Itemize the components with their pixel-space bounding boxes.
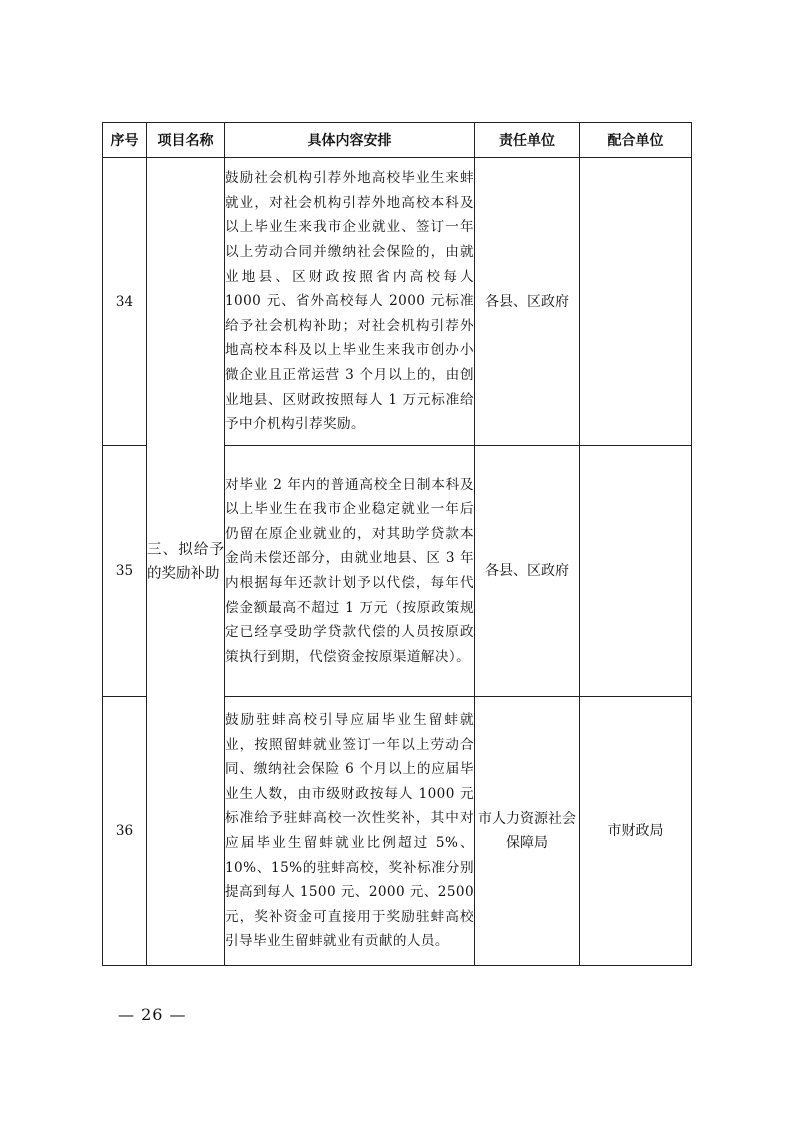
table-header-row xyxy=(103,123,692,158)
row-cooperating-unit: 市财政局 xyxy=(580,697,692,966)
row-responsible-unit: 市人力资源社会保障局 xyxy=(475,697,580,966)
row-content: 鼓励驻蚌高校引导应届毕业生留蚌就业，按照留蚌就业签订一年以上劳动合同、缴纳社会保险 6 个月以上的应届毕业生人数，由市级财政按每人 1000 元标准给予驻蚌高校一次性奖补，其中对应届毕业生留蚌就业比例超过 5%、10%、15%的驻蚌高校，奖补标准分别提高到每人 1500 元、2000 元、2500 元，奖补资金可直接用于奖励驻蚌高校引导毕业生留蚌就业有贡献的人员。 xyxy=(225,697,475,966)
row-responsible-unit: 各县、区政府 xyxy=(475,446,580,697)
header-project-name: 项目名称 xyxy=(147,123,225,158)
header-responsible-unit: 责任单位 xyxy=(475,123,580,158)
table-row xyxy=(103,158,692,446)
row-seq: 36 xyxy=(103,697,147,966)
row-content: 鼓励社会机构引荐外地高校毕业生来蚌就业，对社会机构引荐外地高校本科及以上毕业生来我市企业就业、签订一年以上劳动合同并缴纳社会保险的，由就业地县、区财政按照省内高校每人 1000 元、省外高校每人 2000 元标准给予社会机构补助；对社会机构引荐外地高校本科及以上毕业生来我市创办小微企业且正常运营 3 个月以上的，由创业地县、区财政按照每人 1 万元标准给予中介机构引荐奖励。 xyxy=(225,158,475,446)
header-cooperating-unit: 配合单位 xyxy=(580,123,692,158)
page-number: — 26 — xyxy=(118,1005,187,1024)
project-category: 三、拟给予的奖励补助 xyxy=(147,158,225,966)
header-content: 具体内容安排 xyxy=(225,123,475,158)
header-seq: 序号 xyxy=(103,123,147,158)
row-cooperating-unit xyxy=(580,446,692,697)
row-cooperating-unit xyxy=(580,158,692,446)
row-seq: 34 xyxy=(103,158,147,446)
row-content: 对毕业 2 年内的普通高校全日制本科及以上毕业生在我市企业稳定就业一年后仍留在原企业就业的，对其助学贷款本金尚未偿还部分，由就业地县、区 3 年内根据每年还款计划予以代偿，每年代偿金额最高不超过 1 万元（按原政策规定已经享受助学贷款代偿的人员按原政策执行到期，代偿资金按原渠道解决）。 xyxy=(225,446,475,697)
row-responsible-unit: 各县、区政府 xyxy=(475,158,580,446)
policy-table xyxy=(102,122,692,966)
row-seq: 35 xyxy=(103,446,147,697)
